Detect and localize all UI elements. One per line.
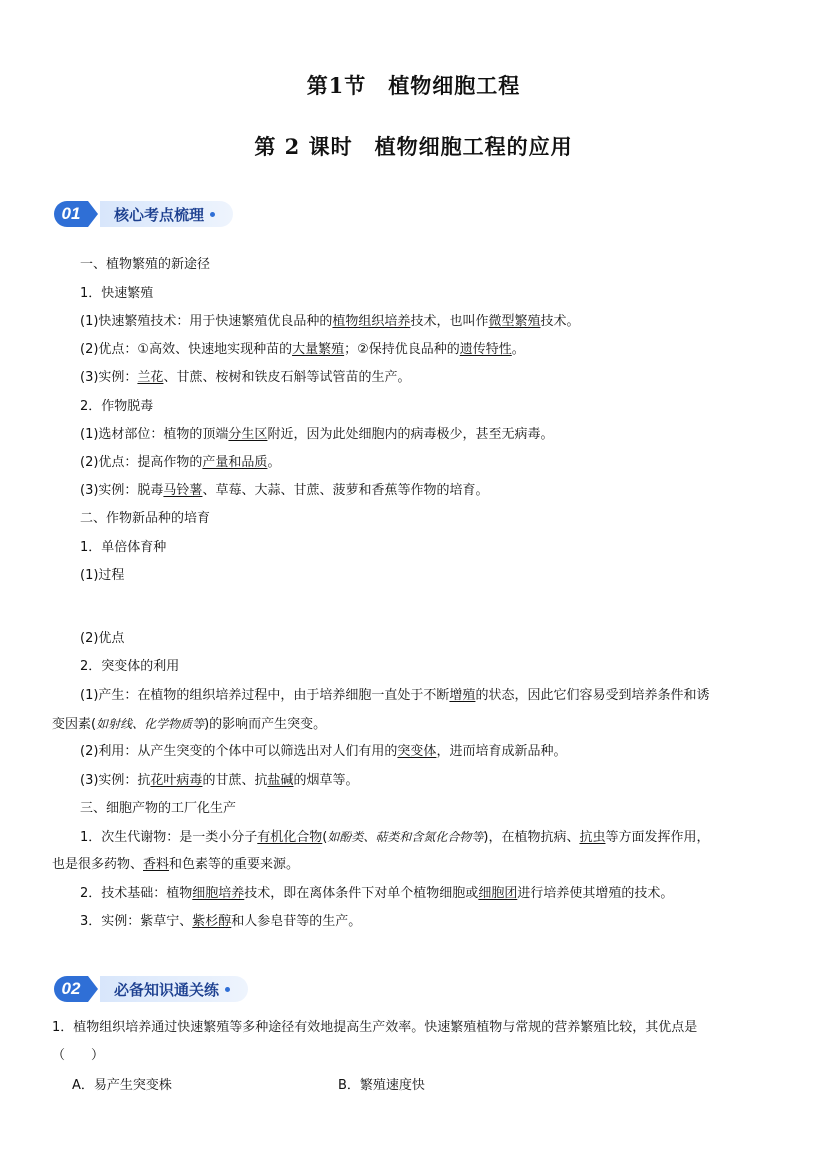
note-line: [80, 314, 579, 330]
text: 、草莓、大蒜、甘蔗、菠萝和香蕉等作物的培育。: [202, 483, 489, 498]
text: )的影响而产生突变。: [204, 717, 327, 732]
key-term: 细胞培养: [192, 886, 245, 901]
section-label: [100, 201, 233, 227]
note-line: [80, 886, 673, 902]
text: (1)快速繁殖技术：用于快速繁殖优良品种的: [80, 314, 333, 329]
key-term: 抗虫: [579, 830, 606, 845]
note-line: [80, 688, 709, 704]
text: (3)实例：: [80, 370, 138, 385]
lesson-title: 第 2 课时 植物细胞工程的应用: [254, 134, 573, 159]
note-line: (1)过程: [80, 568, 125, 583]
text: 也是很多药物、: [52, 857, 144, 872]
text: 3．实例：紫草宁、: [80, 914, 193, 929]
text: 技术，即在离体条件下对单个植物细胞或: [244, 886, 479, 901]
key-term: 细胞团: [478, 886, 518, 901]
key-term: 遗传特性: [459, 342, 512, 357]
dot-icon: [225, 987, 230, 992]
note-line: [52, 857, 299, 873]
note-line: [80, 427, 553, 443]
text: 变因素(: [52, 717, 97, 732]
section-banner-core: [54, 199, 233, 229]
subheading-4: 2．突变体的利用: [80, 659, 180, 674]
key-term: 产量和品质: [202, 455, 268, 470]
key-term: 微型繁殖: [488, 314, 541, 329]
chevron-right-icon: [88, 201, 98, 227]
key-term: 突变体: [397, 744, 437, 759]
heading-3: 三、细胞产物的工厂化生产: [80, 801, 237, 816]
text: 进行培养使其增殖的技术。: [517, 886, 674, 901]
text: 等方面发挥作用，: [605, 830, 710, 845]
text: (1)选材部位：植物的顶端: [80, 427, 229, 442]
text: (2)优点：①高效、快速地实现种苗的: [80, 342, 293, 357]
text: (3)实例：脱毒: [80, 483, 164, 498]
key-term: 紫杉醇: [192, 914, 232, 929]
heading-2: 二、作物新品种的培育: [80, 511, 211, 526]
text: (2)优点：提高作物的: [80, 455, 203, 470]
text: 1．次生代谢物：是一类小分子: [80, 830, 258, 845]
text: 2．技术基础：植物: [80, 886, 193, 901]
text: 和人参皂苷等的生产。: [231, 914, 362, 929]
text: (2)利用：从产生突变的个体中可以筛选出对人们有用的: [80, 744, 398, 759]
note-line: [80, 455, 280, 471]
heading-1: 一、植物繁殖的新途径: [80, 257, 211, 272]
note-line: [80, 773, 358, 789]
text: ；②保持优良品种的: [344, 342, 460, 357]
text: 的烟草等。: [293, 773, 359, 788]
key-term: 兰花: [137, 370, 164, 385]
subheading-3: 1．单倍体育种: [80, 540, 167, 555]
text: 技术。: [540, 314, 580, 329]
text: 技术，也叫作: [410, 314, 489, 329]
subheading-1: 1．快速繁殖: [80, 286, 154, 301]
text: 的甘蔗、抗: [202, 773, 268, 788]
key-term: 增殖: [449, 688, 476, 703]
note-line: [80, 342, 525, 358]
section-label-text: 核心考点梳理: [114, 205, 205, 224]
text: 。: [267, 455, 281, 470]
key-term: 香料: [143, 857, 170, 872]
text: 。: [511, 342, 525, 357]
dot-icon: [210, 212, 215, 217]
text: 的状态，因此它们容易受到培养条件和诱: [475, 688, 710, 703]
note-line: [52, 716, 326, 733]
chapter-title: 第1节 植物细胞工程: [306, 73, 521, 98]
note-line: [80, 483, 488, 499]
text: 、甘蔗、桉树和铁皮石斛等试管苗的生产。: [163, 370, 411, 385]
key-term: 大量繁殖: [292, 342, 345, 357]
key-term: 马铃薯: [163, 483, 203, 498]
note-line: [80, 744, 566, 760]
note-line: [80, 914, 361, 930]
text: ，进而培育成新品种。: [436, 744, 567, 759]
option-a[interactable]: A．易产生突变株: [72, 1078, 172, 1093]
note-line: [80, 370, 410, 386]
question-stem: 1．植物组织培养通过快速繁殖等多种途径有效地提高生产效率。快速繁殖植物与常规的营养繁殖比较，其优点是: [52, 1020, 698, 1035]
section-label-text: 必备知识通关练: [114, 980, 220, 999]
text: 附近，因为此处细胞内的病毒极少，甚至无病毒。: [267, 427, 554, 442]
text: (: [322, 830, 328, 845]
text: (1)产生：在植物的组织培养过程中，由于培养细胞一直处于不断: [80, 688, 450, 703]
section-banner-practice: [54, 974, 248, 1004]
note-line: (2)优点: [80, 631, 125, 646]
text: (3)实例：抗: [80, 773, 151, 788]
key-term: 花叶病毒: [150, 773, 203, 788]
text: )，在植物抗病、: [483, 830, 580, 845]
key-term: 分生区: [228, 427, 268, 442]
section-number: 02: [54, 976, 88, 1002]
key-term: 植物组织培养: [332, 314, 411, 329]
note-line: [80, 829, 710, 846]
option-b[interactable]: B．繁殖速度快: [338, 1078, 425, 1093]
annotation: 如射线、化学物质等: [96, 717, 205, 731]
section-number: 01: [54, 201, 88, 227]
chevron-right-icon: [88, 976, 98, 1002]
section-label: [100, 976, 248, 1002]
question-answer-blank: （ ）: [52, 1048, 105, 1063]
key-term: 盐碱: [267, 773, 294, 788]
text: 和色素等的重要来源。: [169, 857, 300, 872]
key-term: 有机化合物: [257, 830, 323, 845]
subheading-2: 2．作物脱毒: [80, 399, 154, 414]
annotation: 如酚类、萜类和含氮化合物等: [327, 830, 484, 844]
